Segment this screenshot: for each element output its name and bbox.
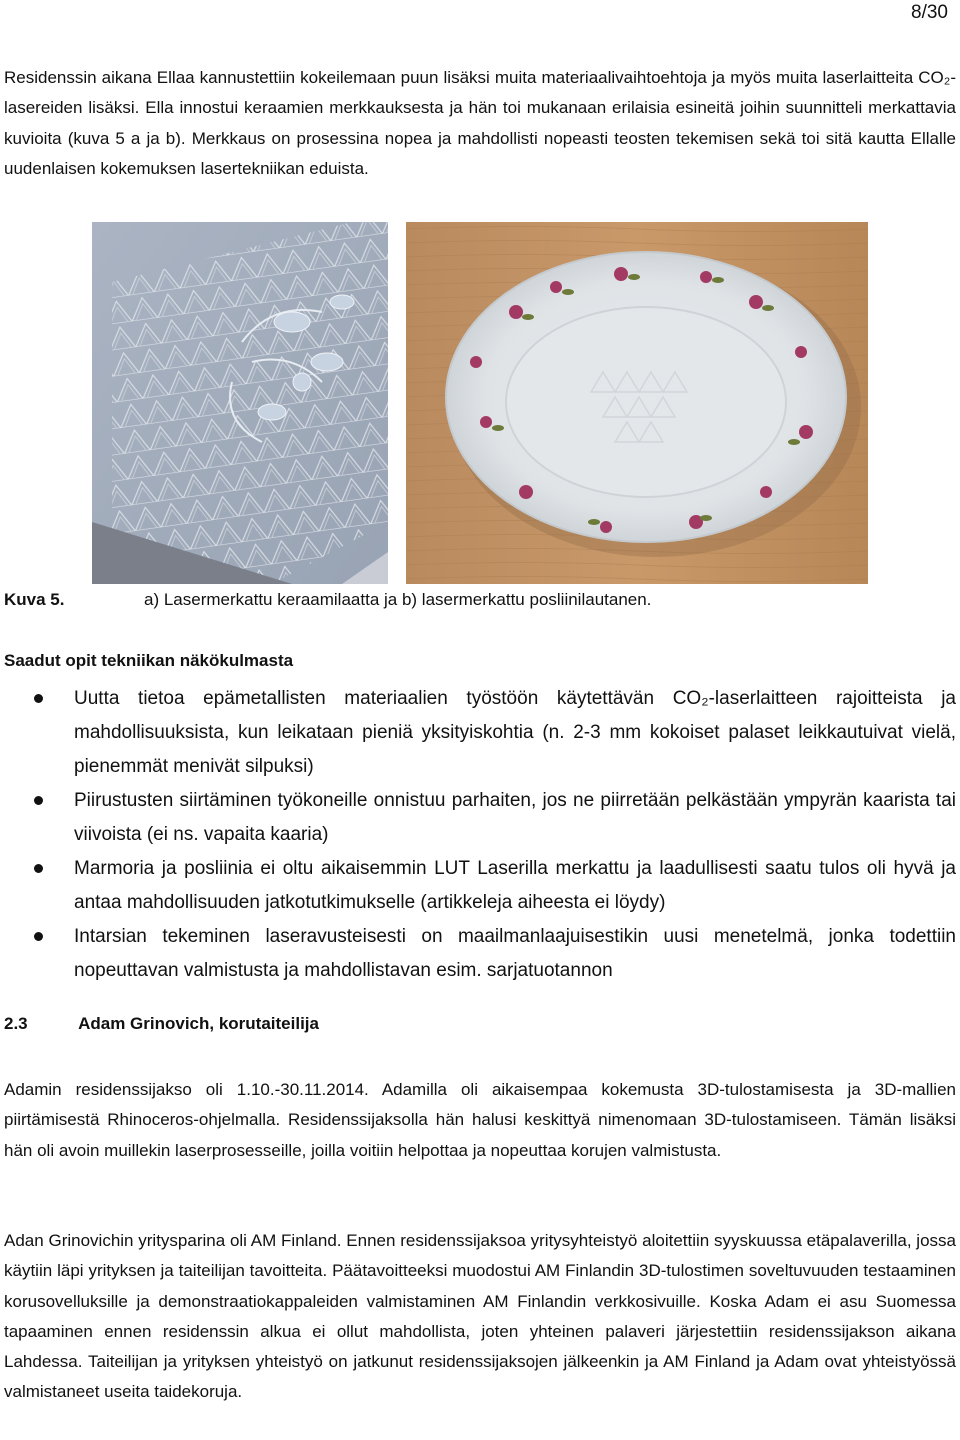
- list-item: Piirustusten siirtäminen työkoneille onnistuu parhaiten, jos ne piirretään pelkästään ympyrän kaarista tai viivoista (ei ns. vapaita kaaria): [4, 784, 956, 852]
- figure-5: [92, 222, 868, 586]
- intro-paragraph: Residenssin aikana Ellaa kannustettiin kokeilemaan puun lisäksi muita materiaalivaihtoehtoja ja myös muita laserlaitteita CO₂-lasereiden lisäksi. Ella innostui keraamien merkkauksesta ja hän toi mukanaan erilaisia esineitä joihin suunnitteli merkattavia kuvioita (kuva 5 a ja b). Merkkaus on prosessina nopea ja mahdollisti nopeasti teosten tekemisen sekä toi sitä kautta Ellalle uudenlaisen kokemuksen lasertekniikan eduista.: [4, 68, 956, 178]
- list-item: Marmoria ja posliinia ei oltu aikaisemmin LUT Laserilla merkattu ja laadullisesti saatu tulos oli hyvä ja antaa mahdollisuuden jatkotutkimukselle (artikkeleja aiheesta ei löydy): [4, 852, 956, 920]
- bullet-icon: [34, 796, 43, 805]
- lessons-list: [4, 682, 956, 988]
- bullet-icon: [34, 932, 43, 941]
- list-item: Intarsian tekeminen laseravusteisesti on maailmanlaajuisestikin uusi menetelmä, jonka todettiin nopeuttavan valmistusta ja mahdollistavan esim. sarjatuotannon: [4, 920, 956, 988]
- section-paragraph-2: Adan Grinovichin yritysparina oli AM Finland. Ennen residenssijaksoa yritysyhteistyö aloitettiin syyskuussa etäpalaverilla, jossa käytiin läpi yrityksen ja taiteilijan tavoitteita. Päätavoitteeksi muodostui AM Finlandin 3D-tulostimen soveltuvuuden testaaminen korusovelluksille ja demonstraatiokappaleiden valmistaminen AM Finlandin verkkosivuille. Koska Adam ei asu Suomessa tapaaminen ennen residenssin alkua ei ollut mahdollista, joten yhteinen palaveri järjestettiin residenssijakson aikana Lahdessa. Taiteilijan ja yrityksen yhteistyö on jatkunut residenssijaksojen jälkeenkin ja AM Finland ja Adam ovat yhteistyössä valmistaneet useita taidekoruja.: [4, 1231, 956, 1402]
- figure-caption-text: a) Lasermerkattu keraamilaatta ja b) lasermerkattu posliinilautanen.: [144, 590, 652, 609]
- figure-label: Kuva 5.: [4, 590, 65, 609]
- page-number: 8/30: [911, 2, 948, 23]
- section-title: Adam Grinovich, korutaiteilija: [78, 1014, 319, 1033]
- section-heading: [4, 1014, 319, 1034]
- porcelain-plate-photo: [406, 222, 868, 584]
- bullet-icon: [34, 694, 43, 703]
- section-number: 2.3: [4, 1014, 28, 1033]
- lessons-heading: Saadut opit tekniikan näkökulmasta: [4, 651, 294, 670]
- ceramic-tile-photo: [92, 222, 388, 584]
- section-paragraph-1: Adamin residenssijakso oli 1.10.-30.11.2014. Adamilla oli aikaisempaa kokemusta 3D-tulostamisesta ja 3D-mallien piirtämisestä Rhinoceros-ohjelmalla. Residenssijaksolla hän halusi keskittyä nimenomaan 3D-tulostamiseen. Tämän lisäksi hän oli avoin muillekin laserprosesseille, joilla voitiin helpottaa ja nopeuttaa korujen valmistusta.: [4, 1080, 956, 1160]
- list-item: Uutta tietoa epämetallisten materiaalien työstöön käytettävän CO₂-laserlaitteen rajoitteista ja mahdollisuuksista, kun leikataan pieniä yksityiskohtia (n. 2-3 mm kokoiset palaset leikkautuivat vielä, pienemmät menivät silpuksi): [4, 682, 956, 784]
- bullet-icon: [34, 864, 43, 873]
